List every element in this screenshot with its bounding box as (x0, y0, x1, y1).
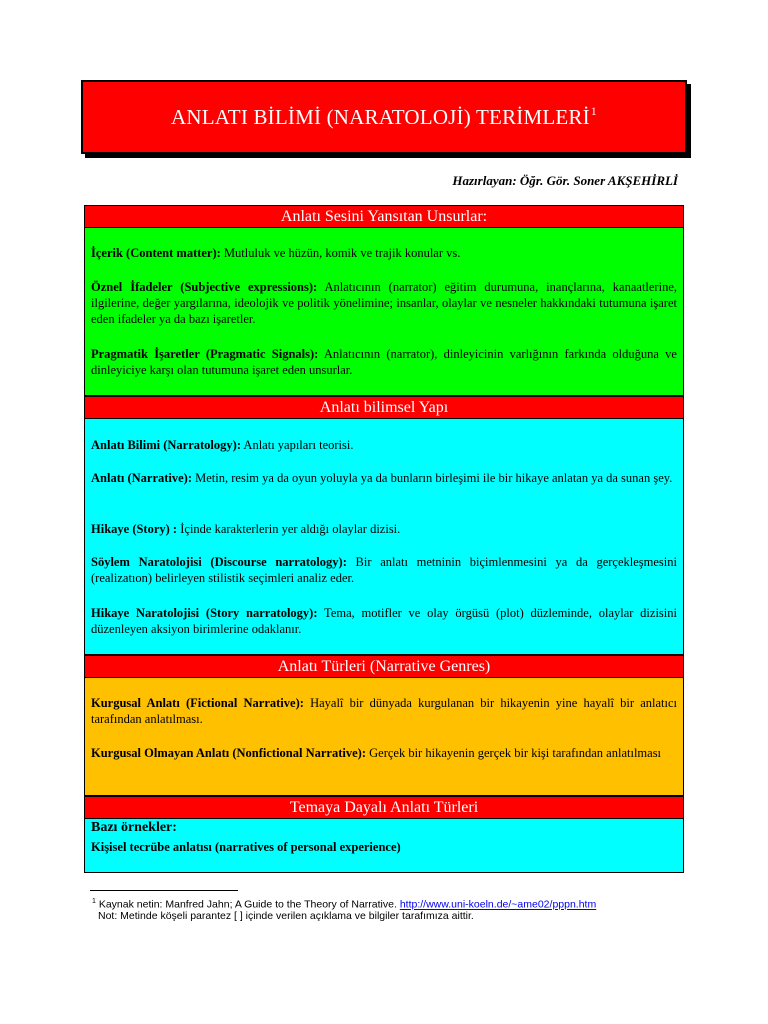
source-link[interactable]: http://www.uni-koeln.de/~ame02/pppn.htm (399, 898, 597, 911)
entry-content-matter: İçerik (Content matter): Mutluluk ve hüzün, komik ve trajik konular vs. (91, 246, 461, 260)
author-line: Hazırlayan: Öğr. Gör. Soner AKŞEHİRLİ (452, 173, 678, 188)
entry-fictional-narrative: Kurgusal Anlatı (Fictional Narrative): Hayalî bir dünyada kurgulanan bir hikayenin yine hayalî bir anlatıcı tarafından anlatılması. (91, 696, 678, 726)
section-heading-narrative-structure: Anlatı bilimsel Yapı (84, 396, 684, 419)
section-body-narrative-structure (84, 419, 684, 655)
footnote-divider (90, 890, 238, 891)
footnote-note: Not: Metinde köşeli parantez [ ] içinde verilen açıklama ve bilgiler tarafımıza aittir. (98, 910, 474, 922)
entry-pragmatic-signals: Pragmatik İşaretler (Pragmatic Signals): Anlatıcının (narrator), dinleyicinin varlığının farkında olduğuna ve dinleyiciye karşı olan tutumuna işaret eden unsurlar. (91, 347, 677, 377)
footnote-ref[interactable]: 1 (590, 104, 597, 118)
entry-discourse-narratology: Söylem Naratolojisi (Discourse narratology): Bir anlatı metninin biçimlenmesini ya da gerçekleşmesini (realizatıon) belirleyen stilistik seçimleri analiz eder. (91, 555, 677, 585)
entry-story: Hikaye (Story) : İçinde karakterlerin yer aldığı olaylar dizisi. (91, 522, 401, 536)
footnote-source: $^1$ Kaynak netin: Manfred Jahn; A Guide to the Theory of Narrative. http://www.uni-koeln.de/~ame02/pppn.htm (92, 898, 597, 911)
page-title: ANLATI BİLİMİ (NARATOLOJİ) TERİMLERİ$^1$ (171, 104, 597, 129)
section-body-narrative-genres (84, 678, 684, 796)
example-item: Kişisel tecrübe anlatısı (narratives of personal experience) (91, 840, 401, 854)
examples-title: Bazı örnekler: (91, 820, 177, 835)
section-heading-thematic-genres: Temaya Dayalı Anlatı Türleri (84, 796, 684, 819)
entry-subjective-expressions: Öznel İfadeler (Subjective expressions): Anlatıcının (narrator) eğitim durumuna, inançlarına, kanaatlerine, ilgilerine, değer yargılarına, ideolojik ve politik yönelimine; insanlar, olaylar ve nesneler hakkındaki tutumuna işaret eden ifadeler ya da bazı işaretler. (91, 280, 677, 326)
section-body-narrative-voice (84, 228, 684, 396)
entry-narrative: Anlatı (Narrative): Metin, resim ya da oyun yoluyla ya da bunların birleşimi ile bir hikaye anlatan ya da sunan şey. (91, 471, 673, 485)
title-box (81, 80, 687, 154)
section-heading-narrative-genres: Anlatı Türleri (Narrative Genres) (84, 655, 684, 678)
entry-story-narratology: Hikaye Naratolojisi (Story narratology): Tema, motifler ve olay örgüsü (plot) düzleminde, olaylar dizisini düzenleyen aksiyon birimlerine odaklanır. (91, 606, 677, 636)
entry-narratology: Anlatı Bilimi (Narratology): Anlatı yapıları teorisi. (91, 438, 354, 452)
section-body-thematic-genres (84, 819, 684, 873)
entry-nonfictional-narrative: Kurgusal Olmayan Anlatı (Nonfictional Narrative): Gerçek bir hikayenin gerçek bir kişi tarafından anlatılması (91, 746, 662, 760)
section-heading-narrative-voice: Anlatı Sesini Yansıtan Unsurlar: (84, 205, 684, 228)
